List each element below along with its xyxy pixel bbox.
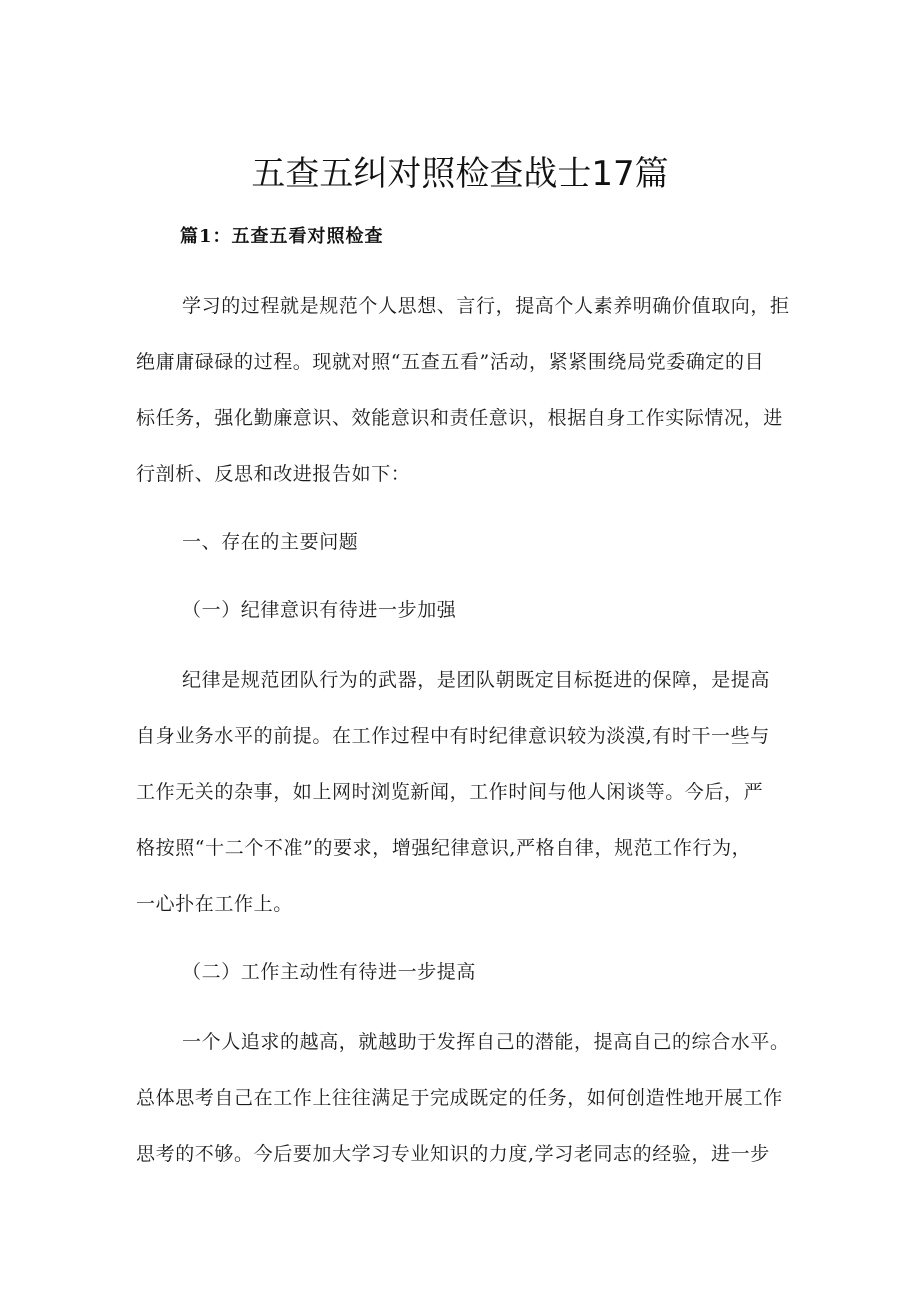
paragraph-2-line-1: 纪律是规范团队行为的武器，是团队朝既定目标挺进的保障，是提高 bbox=[182, 669, 771, 691]
paragraph-1-line-4: 行剖析、反思和改进报告如下： bbox=[136, 463, 411, 485]
paragraph-2-line-4: 格按照“十二个不准”的要求，增强纪律意识,严格自律，规范工作行为， bbox=[136, 837, 752, 859]
section-subtitle: 篇1：五查五看对照检查 bbox=[180, 226, 384, 247]
paragraph-2-line-2: 自身业务水平的前提。在工作过程中有时纪律意识较为淡漠,有时干一些与 bbox=[136, 725, 770, 747]
heading-initiative: （二）工作主动性有待进一步提高 bbox=[182, 961, 477, 983]
document-title: 五查五纠对照检查战士17篇 bbox=[251, 154, 669, 194]
paragraph-3-line-1: 一个人追求的越高，就越助于发挥自己的潜能，提高自己的综合水平。 bbox=[182, 1031, 790, 1053]
paragraph-1-line-3: 标任务，强化勤廉意识、效能意识和责任意识，根据自身工作实际情况，进 bbox=[136, 407, 783, 429]
paragraph-2-line-3: 工作无关的杂事，如上网时浏览新闻，工作时间与他人闲谈等。今后，严 bbox=[136, 781, 764, 803]
paragraph-1-line-1: 学习的过程就是规范个人思想、言行，提高个人素养明确价值取向，拒 bbox=[182, 295, 790, 317]
heading-discipline: （一）纪律意识有待进一步加强 bbox=[182, 599, 457, 621]
paragraph-1-line-2: 绝庸庸碌碌的过程。现就对照“五查五看”活动，紧紧围绕局党委确定的目 bbox=[136, 351, 765, 373]
paragraph-2-line-5: 一心扑在工作上。 bbox=[136, 893, 293, 915]
heading-main-problems: 一、存在的主要问题 bbox=[182, 531, 359, 553]
paragraph-3-line-2: 总体思考自己在工作上往往满足于完成既定的任务，如何创造性地开展工作 bbox=[136, 1087, 783, 1109]
paragraph-3-line-3: 思考的不够。今后要加大学习专业知识的力度,学习老同志的经验，进一步 bbox=[136, 1143, 770, 1165]
